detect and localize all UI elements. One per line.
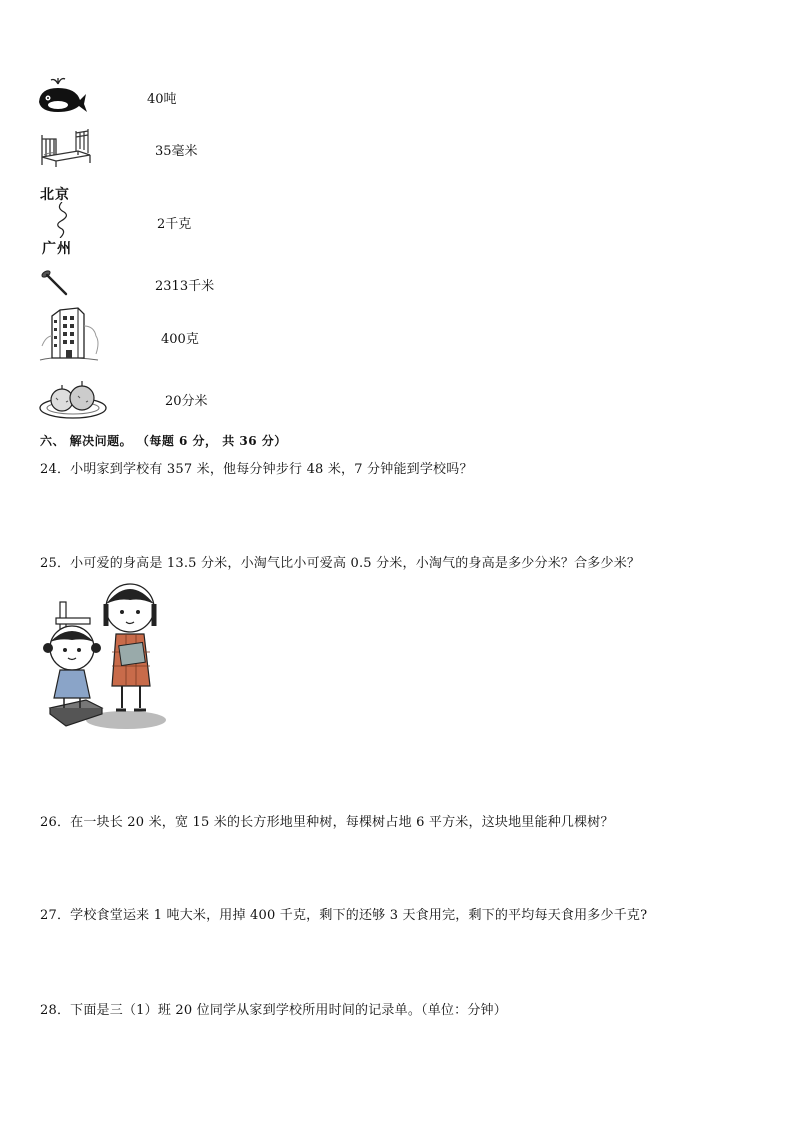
question-number: 24． xyxy=(40,462,71,477)
beijing-guangzhou-map-icon xyxy=(40,184,82,258)
question-number: 26． xyxy=(40,815,71,830)
question-25 xyxy=(40,552,640,571)
question-number: 25． xyxy=(40,556,71,571)
unit-label-4: 2313千米 xyxy=(155,279,215,294)
question-27 xyxy=(40,904,647,923)
map-label-beijing: 北京 xyxy=(40,187,70,203)
whale-icon xyxy=(36,72,88,116)
unit-label-5: 400克 xyxy=(161,332,199,347)
nail-icon xyxy=(40,268,70,298)
question-text: 学校食堂运来 1 吨大米，用掉 400 千克，剩下的还够 3 天食用完，剩下的平均每天食用多少千克? xyxy=(70,908,648,923)
unit-label-1: 40吨 xyxy=(147,92,177,107)
unit-label-3: 2千克 xyxy=(157,217,192,232)
bed-icon xyxy=(38,125,92,169)
unit-label-6: 20分米 xyxy=(165,394,208,409)
question-26 xyxy=(40,811,614,830)
question-text: 在一块长 20 米，宽 15 米的长方形地里种树，每棵树占地 6 平方米，这块地里能种几棵树？ xyxy=(70,815,614,830)
question-number: 28． xyxy=(40,1003,71,1018)
building-icon xyxy=(38,306,100,362)
question-text: 小明家到学校有 357 米，他每分钟步行 48 米，7 分钟能到学校吗？ xyxy=(70,462,473,477)
unit-label-2: 35毫米 xyxy=(155,144,198,159)
section-title: 六、 解决问题。 （每题 6 分， 共 36 分） xyxy=(40,434,287,448)
apples-on-plate-icon xyxy=(38,378,108,420)
question-text: 小可爱的身高是 13.5 分米，小淘气比小可爱高 0.5 分米，小淘气的身高是多少分米？合多少米？ xyxy=(70,556,641,571)
question-number: 27． xyxy=(40,908,71,923)
map-label-guangzhou: 广州 xyxy=(42,241,72,257)
question-28 xyxy=(40,999,507,1018)
question-text: 下面是三（1）班 20 位同学从家到学校所用时间的记录单。（单位：分钟） xyxy=(70,1003,507,1018)
height-measuring-illustration xyxy=(36,580,170,736)
question-24 xyxy=(40,458,473,477)
